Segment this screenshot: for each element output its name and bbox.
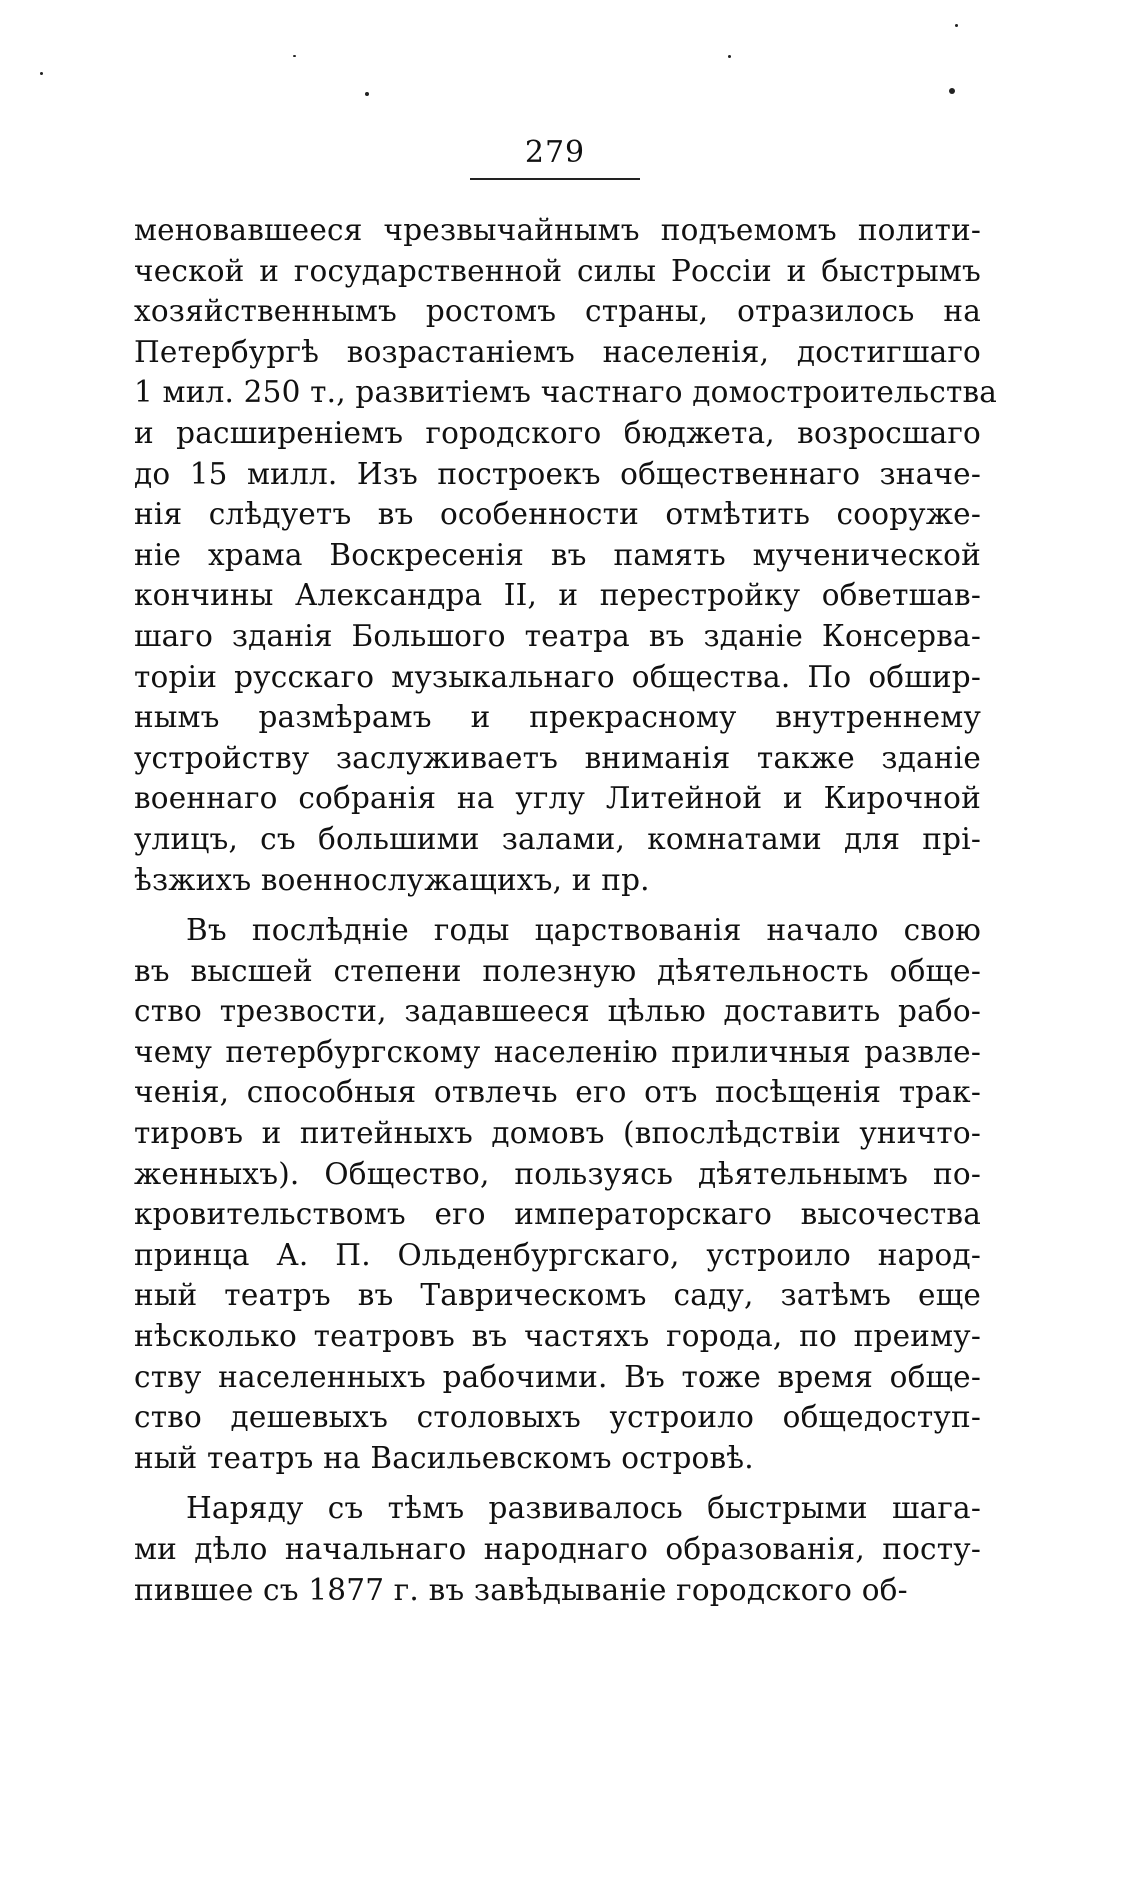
paragraph-gap bbox=[134, 1478, 981, 1488]
text-line: ніе храма Воскресенія въ память мученической bbox=[134, 537, 981, 572]
text-line: ми дѣло начальнаго народнаго образованія, посту- bbox=[134, 1532, 981, 1566]
text-line: торіи русскаго музыкальнаго общества. По обшир- bbox=[134, 659, 981, 694]
text-line: ству населенныхъ рабочими. Въ тоже время обще- bbox=[134, 1359, 981, 1394]
text-line: нія слѣдуетъ въ особенности отмѣтить сооруже- bbox=[134, 497, 981, 532]
text-line: ный театръ въ Таврическомъ саду, затѣмъ еще bbox=[134, 1278, 981, 1313]
body-text bbox=[134, 210, 998, 1610]
paragraph-gap bbox=[134, 900, 981, 910]
text-line: ный театръ на Васильевскомъ островѣ. bbox=[134, 1440, 754, 1475]
text-line: шаго зданія Большого театра въ зданіе Консерва- bbox=[134, 618, 981, 653]
text-line: нымъ размѣрамъ и прекрасному внутреннему bbox=[134, 700, 981, 735]
text-line: военнаго собранія на углу Литейной и Кирочной bbox=[134, 781, 981, 816]
text-line: ство трезвости, задавшееся цѣлью доставить рабо- bbox=[134, 994, 981, 1029]
text-line: ческой и государственной силы Россіи и быстрымъ bbox=[134, 253, 981, 288]
text-line: тировъ и питейныхъ домовъ (впослѣдствіи уничто- bbox=[134, 1116, 981, 1151]
text-line: улицъ, съ большими залами, комнатами для прі- bbox=[134, 821, 981, 856]
scan-speck bbox=[728, 55, 731, 58]
text-line: 1 мил. 250 т., развитіемъ частнаго домостроительства bbox=[134, 375, 998, 410]
text-line: до 15 милл. Изъ построекъ общественнаго значе- bbox=[134, 456, 981, 491]
text-line: въ высшей степени полезную дѣятельность обще- bbox=[134, 953, 981, 988]
scan-speck bbox=[365, 92, 369, 96]
scan-speck bbox=[40, 72, 43, 75]
text-line: ченія, способныя отвлечь его отъ посѣщенія трак- bbox=[134, 1075, 981, 1110]
page-number-rule bbox=[470, 178, 640, 180]
text-line: принца А. П. Ольденбургскаго, устроило народ- bbox=[134, 1237, 981, 1272]
paragraph bbox=[134, 210, 998, 900]
text-line: устройству заслуживаетъ вниманія также зданіе bbox=[134, 740, 981, 775]
text-line: женныхъ). Общество, пользуясь дѣятельнымъ по- bbox=[134, 1156, 981, 1191]
text-line: меновавшееся чрезвычайнымъ подъемомъ полити- bbox=[134, 213, 981, 247]
text-line: пившее съ 1877 г. въ завѣдываніе городского об- bbox=[134, 1572, 908, 1607]
text-line: нѣсколько театровъ въ частяхъ города, по преиму- bbox=[134, 1319, 981, 1354]
paragraph bbox=[134, 1488, 981, 1610]
text-line: и расширеніемъ городского бюджета, возросшаго bbox=[134, 415, 981, 450]
paragraph bbox=[134, 910, 981, 1478]
scan-speck bbox=[293, 55, 296, 57]
page-number: 279 bbox=[524, 135, 586, 170]
text-line: Наряду съ тѣмъ развивалось быстрыми шага- bbox=[186, 1491, 981, 1526]
text-line: кончины Александра II, и перестройку обветшав- bbox=[134, 578, 981, 613]
scan-speck bbox=[949, 88, 955, 94]
text-line: ѣзжихъ военнослужащихъ, и пр. bbox=[134, 862, 650, 897]
scan-speck bbox=[955, 24, 958, 27]
text-line: кровительствомъ его императорскаго высочества bbox=[134, 1197, 981, 1232]
text-line: Въ послѣдніе годы царствованія начало свою bbox=[186, 913, 981, 948]
text-line: хозяйственнымъ ростомъ страны, отразилось на bbox=[134, 294, 981, 329]
text-line: чему петербургскому населенію приличныя развле- bbox=[134, 1034, 981, 1069]
text-line: Петербургѣ возрастаніемъ населенія, достигшаго bbox=[134, 334, 981, 369]
text-line: ство дешевыхъ столовыхъ устроило общедоступ- bbox=[134, 1400, 981, 1435]
